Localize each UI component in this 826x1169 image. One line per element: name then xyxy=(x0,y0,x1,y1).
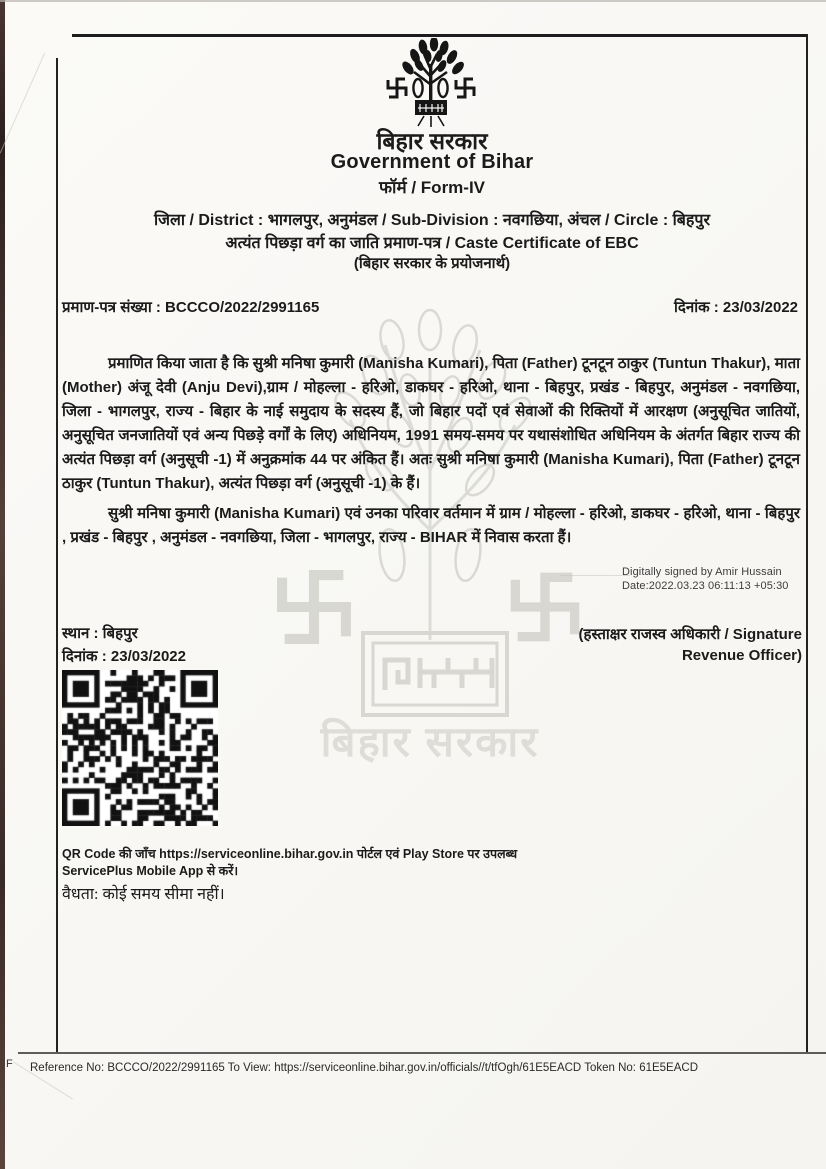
date-line: दिनांक : 23/03/2022 xyxy=(62,648,186,665)
page-border-right xyxy=(806,34,808,1052)
bihar-government-emblem-icon xyxy=(384,38,478,130)
paper-crease xyxy=(560,575,630,576)
org-name-english: Government of Bihar xyxy=(330,151,534,173)
scan-edge-letter: F xyxy=(6,1058,13,1070)
issue-date: दिनांक : 23/03/2022 xyxy=(674,299,798,316)
scan-edge-strip xyxy=(0,0,5,1169)
certificate-title: अत्यंत पिछड़ा वर्ग का जाति प्रमाण-पत्र / Caste Certificate of EBC xyxy=(225,235,639,252)
paper-crease xyxy=(0,53,45,154)
reference-footer: Reference No: BCCCO/2022/2991165 To View: https://serviceonline.bihar.gov.in/officials//t/tfOgh/61E5EACD Token No: 61E5EACD xyxy=(30,1062,699,1074)
place-date-block xyxy=(62,622,186,668)
watermark-plaque-icon xyxy=(360,630,510,718)
qr-code xyxy=(62,670,218,826)
scan-top-edge xyxy=(0,0,826,2)
digital-signature-signer: Digitally signed by Amir Hussain xyxy=(622,566,782,578)
watermark-text: बिहार सरकार xyxy=(320,718,540,765)
certificate-number: प्रमाण-पत्र संख्या : BCCCO/2022/2991165 xyxy=(62,299,320,316)
qr-verification-note: QR Code की जाँच https://serviceonline.bihar.gov.in पोर्टल एवं Play Store पर उपलब्ध ServicePlus Mobile App से करें। xyxy=(62,847,518,878)
digital-signature-date: Date:2022.03.23 06:11:13 +05:30 xyxy=(622,580,789,592)
place-line: स्थान : बिहपुर xyxy=(62,625,138,642)
certificate-body-paragraph-1: प्रमाणित किया जाता है कि सुश्री मनिषा कुमारी (Manisha Kumari), पिता (Father) टूनटून ठाकुर (Tuntun Thakur), माता (Mother) अंजू देवी (Anju Devi),ग्राम / मोहल्ला - हरिओ, डाकघर - हरिओ, थाना - बिहपुर, प्रखंड - बिहपुर, अनुमंडल - नवगछिया, जिला - भागलपुर, राज्य - बिहार के नाई समुदाय के सदस्य हैं, जो बिहार पदों एवं सेवाओं की रिक्तियों में आरक्षण (अनुसूचित जातियों, अनुसूचित जनजातियों एवं अन्य पिछड़े वर्गों के लिए) अधिनियम, 1991 समय-समय पर यथासंशोधित अधिनियम के अंतर्गत बिहार राज्य की अत्यंत पिछड़ा वर्ग (अनुसूची -1) में अनुक्रमांक 44 पर अंकित हैं। अतः सुश्री मनिषा कुमारी (Manisha Kumari), पिता (Father) टूनटून ठाकुर (Tuntun Thakur), अत्यंत पिछड़ा वर्ग (अनुसूची -1) के हैं। xyxy=(62,355,800,492)
form-number: फॉर्म / Form-IV xyxy=(378,178,486,197)
watermark-swastika-left-icon xyxy=(272,565,356,649)
page-border-top xyxy=(72,34,808,37)
validity-note: वैधता: कोई समय सीमा नहीं। xyxy=(62,886,225,903)
purpose-line: (बिहार सरकार के प्रयोजनार्थ) xyxy=(353,255,511,272)
page-edge-line xyxy=(18,1052,826,1054)
org-name-hindi: बिहार सरकार xyxy=(376,128,488,154)
district-subdivision-circle-line: जिला / District : भागलपुर, अनुमंडल / Sub-Division : नवगछिया, अंचल / Circle : बिहपुर xyxy=(154,212,710,229)
digital-signature-note xyxy=(622,565,789,593)
revenue-officer-signature-label: (हस्ताक्षर राजस्व अधिकारी / Signature Revenue Officer) xyxy=(578,626,802,664)
certificate-body-paragraph-2: सुश्री मनिषा कुमारी (Manisha Kumari) एवं उनका परिवार वर्तमान में ग्राम / मोहल्ला - हरिओ, डाकघर - हरिओ, थाना - बिहपुर , प्रखंड - बिहपुर , अनुमंडल - नवगछिया, जिला - भागलपुर, राज्य - BIHAR में निवास करता हैं। xyxy=(62,505,800,546)
